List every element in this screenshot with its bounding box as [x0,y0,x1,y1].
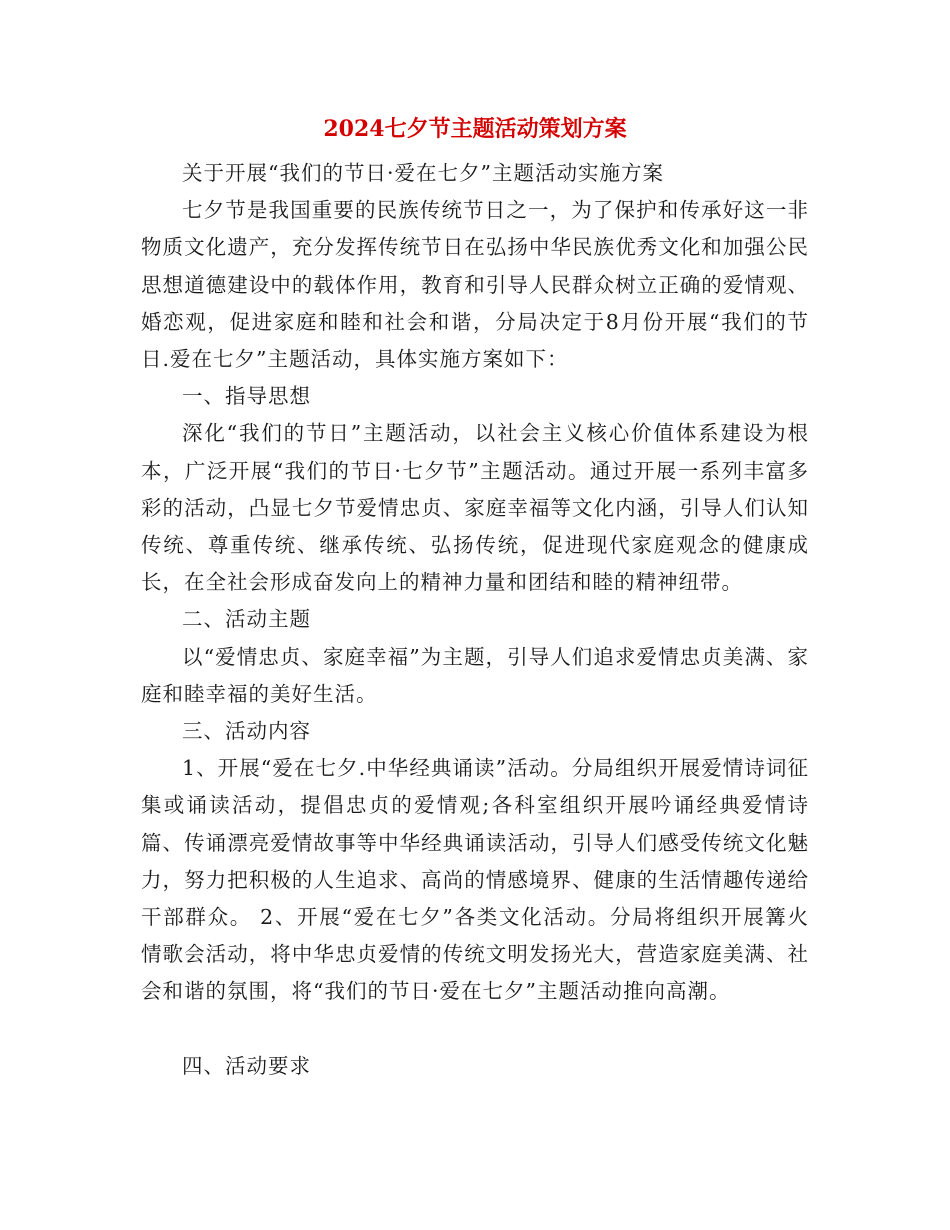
section-heading-activity-requirements: 四、活动要求 [182,1053,311,1078]
section-text-activity-content: 1、开展“爱在七夕.中华经典诵读”活动。分局组织开展爱情诗词征集或诵读活动，提倡忠贞的爱情观;各科室组织开展吟诵经典爱情诗篇、传诵漂亮爱情故事等中华经典诵读活动，引导人们感受传统文化魅力，努力把积极的人生追求、高尚的情感境界、健康的生活情趣传递给干部群众。 2、开展“爱在七夕”各类文化活动。分局将组织开展篝火情歌会活动，将中华忠贞爱情的传统文明发扬光大，营造家庭美满、社会和谐的氛围，将“我们的节日·爱在七夕”主题活动推向高潮。 [141,756,809,1004]
document-title: 2024七夕节主题活动策划方案 [323,116,627,142]
section-heading-guiding-ideology: 一、指导思想 [182,384,311,409]
section-heading-activity-content: 三、活动内容 [182,719,311,744]
document-body [141,155,809,1085]
section-text-activity-theme: 以“爱情忠贞、家庭幸福”为主题，引导人们追求爱情忠贞美满、家庭和睦幸福的美好生活。 [141,644,809,706]
intro-paragraph: 七夕节是我国重要的民族传统节日之一，为了保护和传承好这一非物质文化遗产，充分发挥传统节日在弘扬中华民族优秀文化和加强公民思想道德建设中的载体作用，教育和引导人民群众树立正确的爱情观、婚恋观，促进家庭和睦和社会和谐，分局决定于8月份开展“我们的节日.爱在七夕”主题活动，具体实施方案如下： [141,198,809,372]
section-text-guiding-ideology: 深化“我们的节日”主题活动，以社会主义核心价值体系建设为根本，广泛开展“我们的节日·七夕节”主题活动。通过开展一系列丰富多彩的活动，凸显七夕节爱情忠贞、家庭幸福等文化内涵，引导人们认知传统、尊重传统、继承传统、弘扬传统，促进现代家庭观念的健康成长，在全社会形成奋发向上的精神力量和团结和睦的精神纽带。 [141,421,809,595]
paragraph-spacer [141,1011,809,1048]
document-subtitle: 关于开展“我们的节日·爱在七夕”主题活动实施方案 [182,161,664,185]
section-heading-activity-theme: 二、活动主题 [182,607,311,632]
